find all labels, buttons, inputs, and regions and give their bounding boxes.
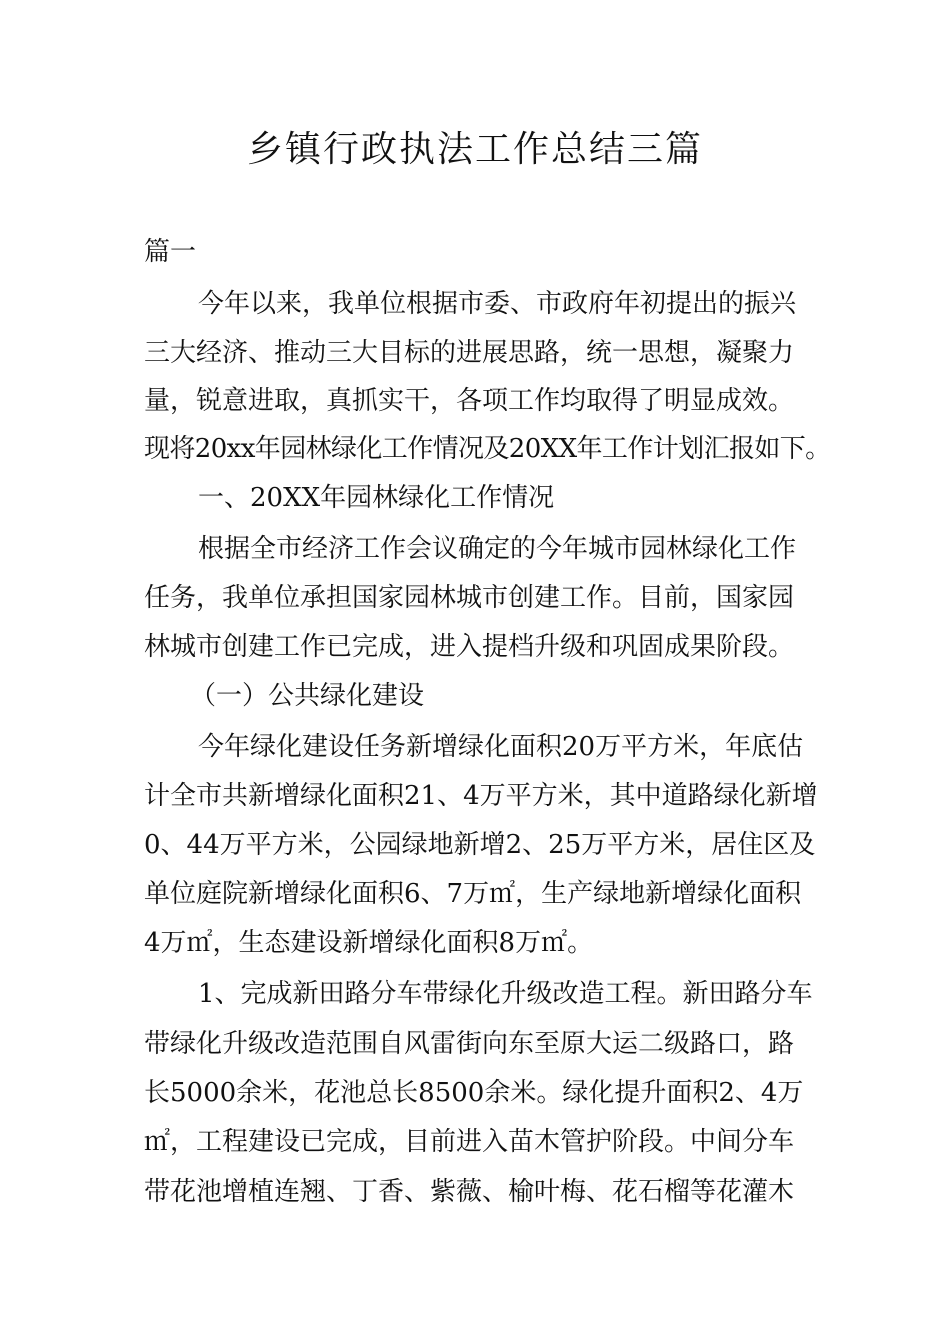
paragraph-line: 1、完成新田路分车带绿化升级改造工程。新田路分车 — [198, 979, 813, 1009]
paragraph-line: 三大经济、推动三大目标的进展思路，统一思想，凝聚力 — [144, 338, 795, 368]
paragraph-line: 带花池增植连翘、丁香、紫薇、榆叶梅、花石榴等花灌木 — [144, 1177, 795, 1207]
paragraph-line: 计全市共新增绿化面积21、4万平方米，其中道路绿化新增 — [144, 781, 818, 811]
paragraph-line: 任务，我单位承担国家园林城市创建工作。目前，国家园 — [144, 583, 795, 613]
paragraph-line: 单位庭院新增绿化面积6、7万㎡，生产绿地新增绿化面积 — [144, 879, 802, 909]
paragraph-line: 4万㎡，生态建设新增绿化面积8万㎡。 — [144, 928, 594, 958]
paragraph-line: 林城市创建工作已完成，进入提档升级和巩固成果阶段。 — [144, 632, 795, 662]
paragraph-line: 量，锐意进取，真抓实干，各项工作均取得了明显成效。 — [144, 386, 795, 416]
paragraph-line: 0、44万平方米，公园绿地新增2、25万平方米，居住区及 — [144, 830, 816, 860]
section-heading: 一、20XX年园林绿化工作情况 — [198, 483, 555, 513]
paragraph-line: ㎡，工程建设已完成，目前进入苗木管护阶段。中间分车 — [144, 1127, 795, 1157]
page-title: 乡镇行政执法工作总结三篇 — [246, 129, 703, 170]
section-label: 篇一 — [144, 237, 197, 267]
paragraph-line: 根据全市经济工作会议确定的今年城市园林绿化工作 — [198, 534, 797, 564]
paragraph-line: 今年以来，我单位根据市委、市政府年初提出的振兴 — [198, 289, 797, 319]
paragraph-line: 今年绿化建设任务新增绿化面积20万平方米，年底估 — [198, 732, 804, 762]
subsection-heading: （一）公共绿化建设 — [190, 681, 425, 711]
paragraph-line: 长5000余米，花池总长8500余米。绿化提升面积2、4万 — [144, 1078, 804, 1108]
paragraph-line: 带绿化升级改造范围自风雷街向东至原大运二级路口，路 — [144, 1029, 795, 1059]
paragraph-line: 现将20xx年园林绿化工作情况及20XX年工作计划汇报如下。 — [144, 434, 831, 464]
